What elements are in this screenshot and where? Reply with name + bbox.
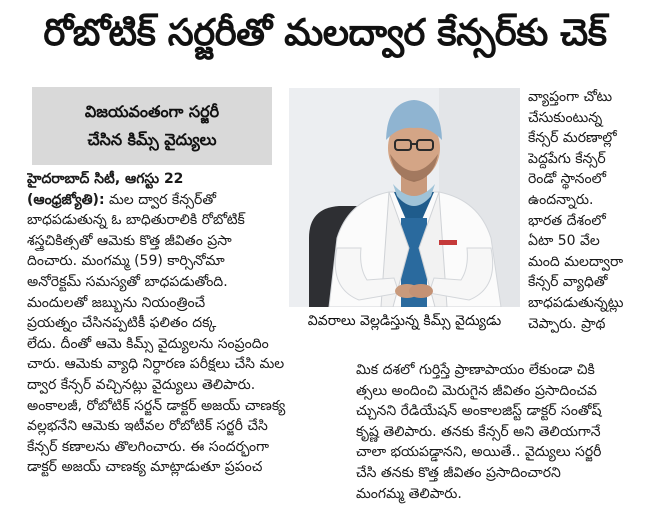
article-line: చాలా భయపడ్డానని, అయితే.. వైద్యులు సర్జరీ (356, 444, 602, 461)
article-line (27, 169, 327, 190)
article-line: త్సలు అందించి మెరుగైన జీవితం ప్రసాదించవ (356, 382, 597, 399)
article-column-left (27, 169, 327, 478)
article-line: వల్లభనేని ఆమెకు ఇటీవల రోబోటిక్ సర్జరీ చేసి (27, 418, 268, 435)
article-line: ఉందన్నారు. (528, 191, 594, 208)
article-line: ప్రయత్నం చేసినప్పటికీ ఫలితం దక్క (27, 315, 217, 332)
article-line: మిక దశలో గుర్తిస్తే ప్రాణాపాయం లేకుండా చికి (356, 362, 595, 378)
article-line: ద్వార కేన్సర్ వచ్చినట్లు వైద్యులు తెలిపారు. (27, 376, 256, 393)
subheadline-line-2: చేసిన కిమ్స్ వైద్యులు (87, 130, 217, 149)
article-line (27, 190, 327, 211)
article-line: శస్త్రచికిత్సతో ఆమెకు కొత్త జీవితం ప్రసా (27, 232, 232, 249)
article-line: కేన్సర్ వ్యాధితో (528, 274, 608, 291)
headline: రోబోటిక్ సర్జరీతో మలద్వార కేన్సర్‌కు చెక్ (43, 11, 607, 54)
dateline: హైదరాబాద్ సిటీ, ఆగస్టు 22 (27, 171, 184, 187)
article-line: డాక్టర్ అజయ్ చాణక్య మాట్లాడుతూ ప్రపంచ (27, 459, 263, 476)
article-line: భారత దేశంలో (528, 212, 606, 229)
article-line: మంది మలద్వారా (528, 253, 624, 270)
article-line: చ్చునని రేడియేషన్ అంకాలజిస్ట్ డాక్టర్ సంతోష్ (356, 403, 602, 420)
article-line: దించారు. మంగమ్మ (59) కార్సినోమా (27, 253, 225, 270)
article-line: పెద్దపేగు కేన్సర్ (528, 150, 606, 167)
article-line: చేసుకుంటున్న (528, 109, 603, 126)
article-text: మల ద్వార కేన్సర్‌తో (109, 191, 217, 208)
article-line: చారు. ఆమెకు వ్యాధి నిర్ధారణ పరీక్షలు చేసి మల (27, 356, 285, 373)
article-line: కృష్ణ తెలిపారు. తనకు కేన్సర్ అని తెలియగానే (356, 423, 601, 440)
source-credit: (ఆంధ్రజ్యోతి): (27, 191, 105, 208)
subheadline-box (32, 87, 272, 165)
article-line: ఏటా 50 వేల (528, 233, 600, 250)
article-column-right (528, 87, 648, 334)
article-line: బాధపడుతున్నట్లు (528, 294, 624, 311)
article-column-bottom (356, 360, 648, 504)
article-line: రెండో స్థానంలో (528, 171, 607, 188)
article-line: మందులతో జబ్బును నియంత్రించే (27, 294, 206, 311)
article-line: వ్యాప్తంగా చోటు (528, 89, 613, 105)
article-line: లేదు. దీంతో ఆమె కిమ్స్ వైద్యులను సంప్రందిం (27, 335, 269, 352)
article-line: చేసి తనకు కొత్త జీవితం ప్రసాదించారని (356, 464, 561, 481)
subheadline-line-1: విజయవంతంగా సర్జరీ (84, 102, 220, 121)
article-line: కేన్సర్ మరణాల్లో (528, 130, 617, 147)
article-line: బాధపడుతున్న ఓ బాధితురాలికి రోబోటిక్ (27, 212, 245, 229)
article-line: మంగమ్మ తెలిపారు. (356, 485, 462, 502)
article-line: కేన్సర్ కణాలను తొలగించారు. ఈ సందర్భంగా (27, 438, 269, 455)
article-line: అనోరెక్టమ్ సమస్యతో బాధపడుతోంది. (27, 273, 228, 290)
photo-caption: వివరాలు వెల్లడిస్తున్న కిమ్స్ వైద్యుడు (289, 307, 520, 337)
article-line: అంకాలజీ, రోబోటిక్ సర్జన్ డాక్టర్ అజయ్ చాణక్య (27, 397, 286, 414)
article-line: చెప్పారు. ప్రాథ (528, 315, 606, 332)
